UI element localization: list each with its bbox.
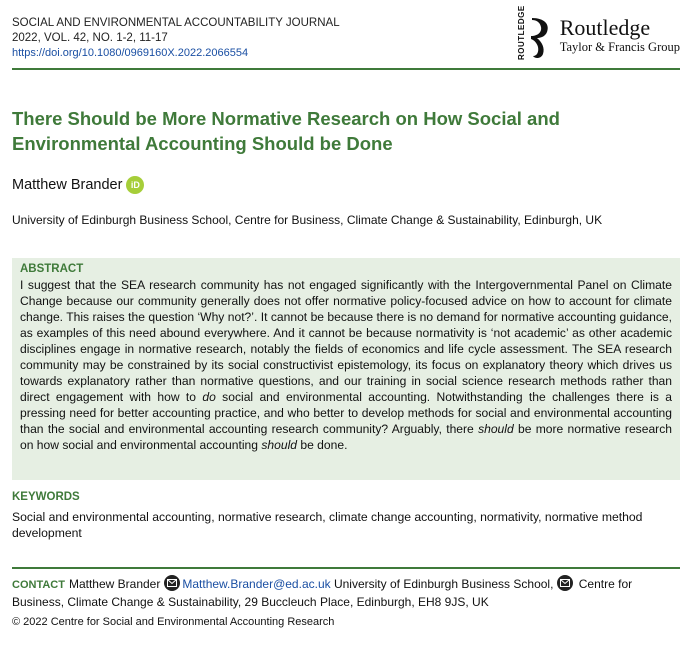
journal-name: SOCIAL AND ENVIRONMENTAL ACCOUNTABILITY JOURNAL (12, 17, 340, 29)
publisher-group: Taylor & Francis Group (559, 40, 680, 54)
contact-email-link[interactable]: Matthew.Brander@ed.ac.uk (182, 577, 331, 591)
contact-address-2: Centre for Business, Climate Change & Sustainability, 29 Buccleuch Place, Edinburgh, EH8 9JS, UK (12, 577, 633, 609)
publisher-vertical-text: ROUTLEDGE (516, 5, 526, 60)
author-affiliation: University of Edinburgh Business School, Centre for Business, Climate Change & Sustainability, Edinburgh, UK (12, 213, 603, 227)
abstract-box (12, 258, 680, 480)
publisher-logo (516, 5, 680, 62)
contact-name: Matthew Brander (68, 577, 161, 591)
contact-address-1: University of Edinburgh Business School, (333, 577, 554, 591)
doi-link[interactable]: https://doi.org/10.1080/0969160X.2022.2066554 (12, 47, 249, 59)
abstract-heading: ABSTRACT (20, 263, 84, 275)
journal-volume: 2022, VOL. 42, NO. 1-2, 11-17 (12, 32, 168, 44)
article-title: There Should be More Normative Research on How Social and Environmental Accounting Should be Done (12, 108, 560, 154)
keywords-heading: KEYWORDS (12, 491, 80, 503)
publisher-name: Routledge (559, 15, 651, 40)
contact-block (12, 575, 680, 611)
contact-label: CONTACT (12, 579, 65, 591)
contact-divider (12, 567, 680, 569)
author-name: Matthew Brander (12, 177, 123, 193)
header-divider (12, 68, 680, 70)
keywords-text: Social and environmental accounting, normative research, climate change accounting, normativity, normative method development (12, 510, 643, 540)
orcid-icon[interactable]: iD (126, 176, 144, 194)
author-row (12, 176, 144, 194)
copyright-notice: © 2022 Centre for Social and Environmental Accounting Research (12, 616, 335, 628)
envelope-icon (557, 575, 573, 591)
routledge-logo-icon (528, 16, 554, 60)
envelope-icon (164, 575, 180, 591)
abstract-text: I suggest that the SEA research community has not engaged significantly with the Intergovernmental Panel on Climate Change because our community generally does not offer normative policy-focused advice on how to account for climate change. This raises the question ‘Why not?’. It cannot be because there is no demand for normative accounting guidance, as examples of this need abound everywhere. And it cannot be because normativity is ‘not academic’ as other academic disciplines engage in normative research, notably the fields of economics and life cycle assessment. The SEA research community may be constrained by its social constructivist epistemology, its focus on explanatory theory which drives us towards explanatory rather than normative questions, and our training in social science research methods rather than direct engagement with how to do social and environmental accounting. Notwithstanding the challenges there is a pressing need for better accounting practice, and who better to develop methods for social and environmental accounting than the social and environmental accounting research community? Arguably, there should be more normative research on how social and environmental accounting should be done. (20, 278, 672, 452)
